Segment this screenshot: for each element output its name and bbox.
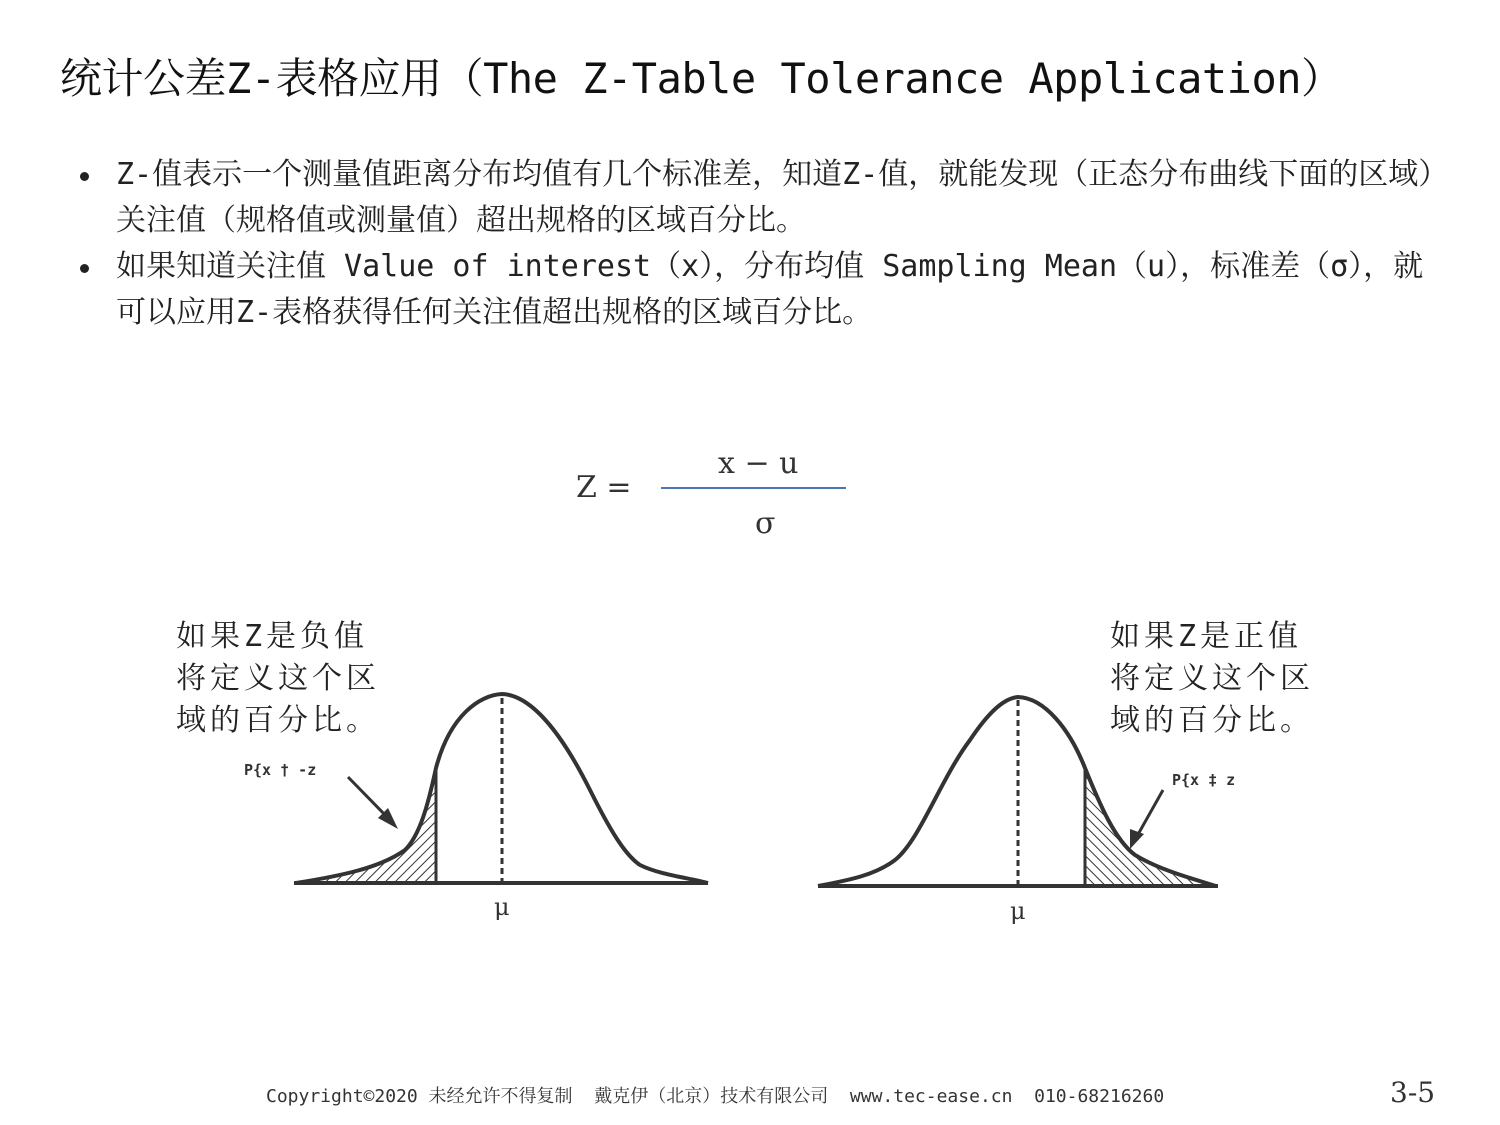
formula-lhs: Z = <box>576 470 632 505</box>
bullet-text: Z-值表示一个测量值距离分布均值有几个标准差，知道Z-值，就能发现（正态分布曲线下面的区域）关注值（规格值或测量值）超出规格的区域百分比。 <box>116 157 1434 238</box>
right-caption-line: 将定义这个区 <box>1110 661 1314 696</box>
right-normal-curve-diagram <box>800 680 1260 940</box>
right-arrow-shaft <box>1136 790 1163 838</box>
bullet-item <box>78 152 1438 244</box>
left-mean-label: μ <box>494 893 510 921</box>
formula-numerator: x − u <box>718 446 799 481</box>
left-tail-shaded-area <box>296 768 436 883</box>
right-prob-label: P{x ‡ z <box>1172 771 1236 789</box>
fraction-line <box>661 487 846 489</box>
bullet-dot-icon <box>80 172 89 181</box>
slide-title: 统计公差Z-表格应用（The Z-Table Tolerance Application） <box>60 54 1343 103</box>
bullet-list <box>78 152 1438 336</box>
footer-copyright: Copyright©2020 未经允许不得复制 戴克伊（北京）技术有限公司 www.tec-ease.cn 010-68216260 <box>266 1086 1165 1107</box>
right-mean-label: μ <box>1010 897 1026 925</box>
left-caption-line: 将定义这个区 <box>176 661 380 696</box>
formula-denominator: σ <box>755 506 776 541</box>
z-formula <box>560 440 880 550</box>
right-arrow-head-icon <box>1130 829 1144 849</box>
bullet-text: 如果知道关注值 Value of interest（x），分布均值 Sampling Mean（u），标准差（σ），就可以应用Z-表格获得任何关注值超出规格的区域百分比。 <box>116 249 1424 330</box>
left-normal-curve-diagram <box>230 680 730 940</box>
right-caption-line: 如果Z是正值 <box>1110 619 1303 654</box>
bullet-dot-icon <box>80 264 89 273</box>
page-number: 3-5 <box>1390 1076 1436 1109</box>
left-caption-line: 如果Z是负值 <box>176 619 369 654</box>
left-prob-label: P{x † -z <box>244 761 317 779</box>
left-caption-line: 域的百分比。 <box>176 703 380 738</box>
right-caption-line: 域的百分比。 <box>1110 703 1314 738</box>
bullet-item <box>78 244 1438 336</box>
